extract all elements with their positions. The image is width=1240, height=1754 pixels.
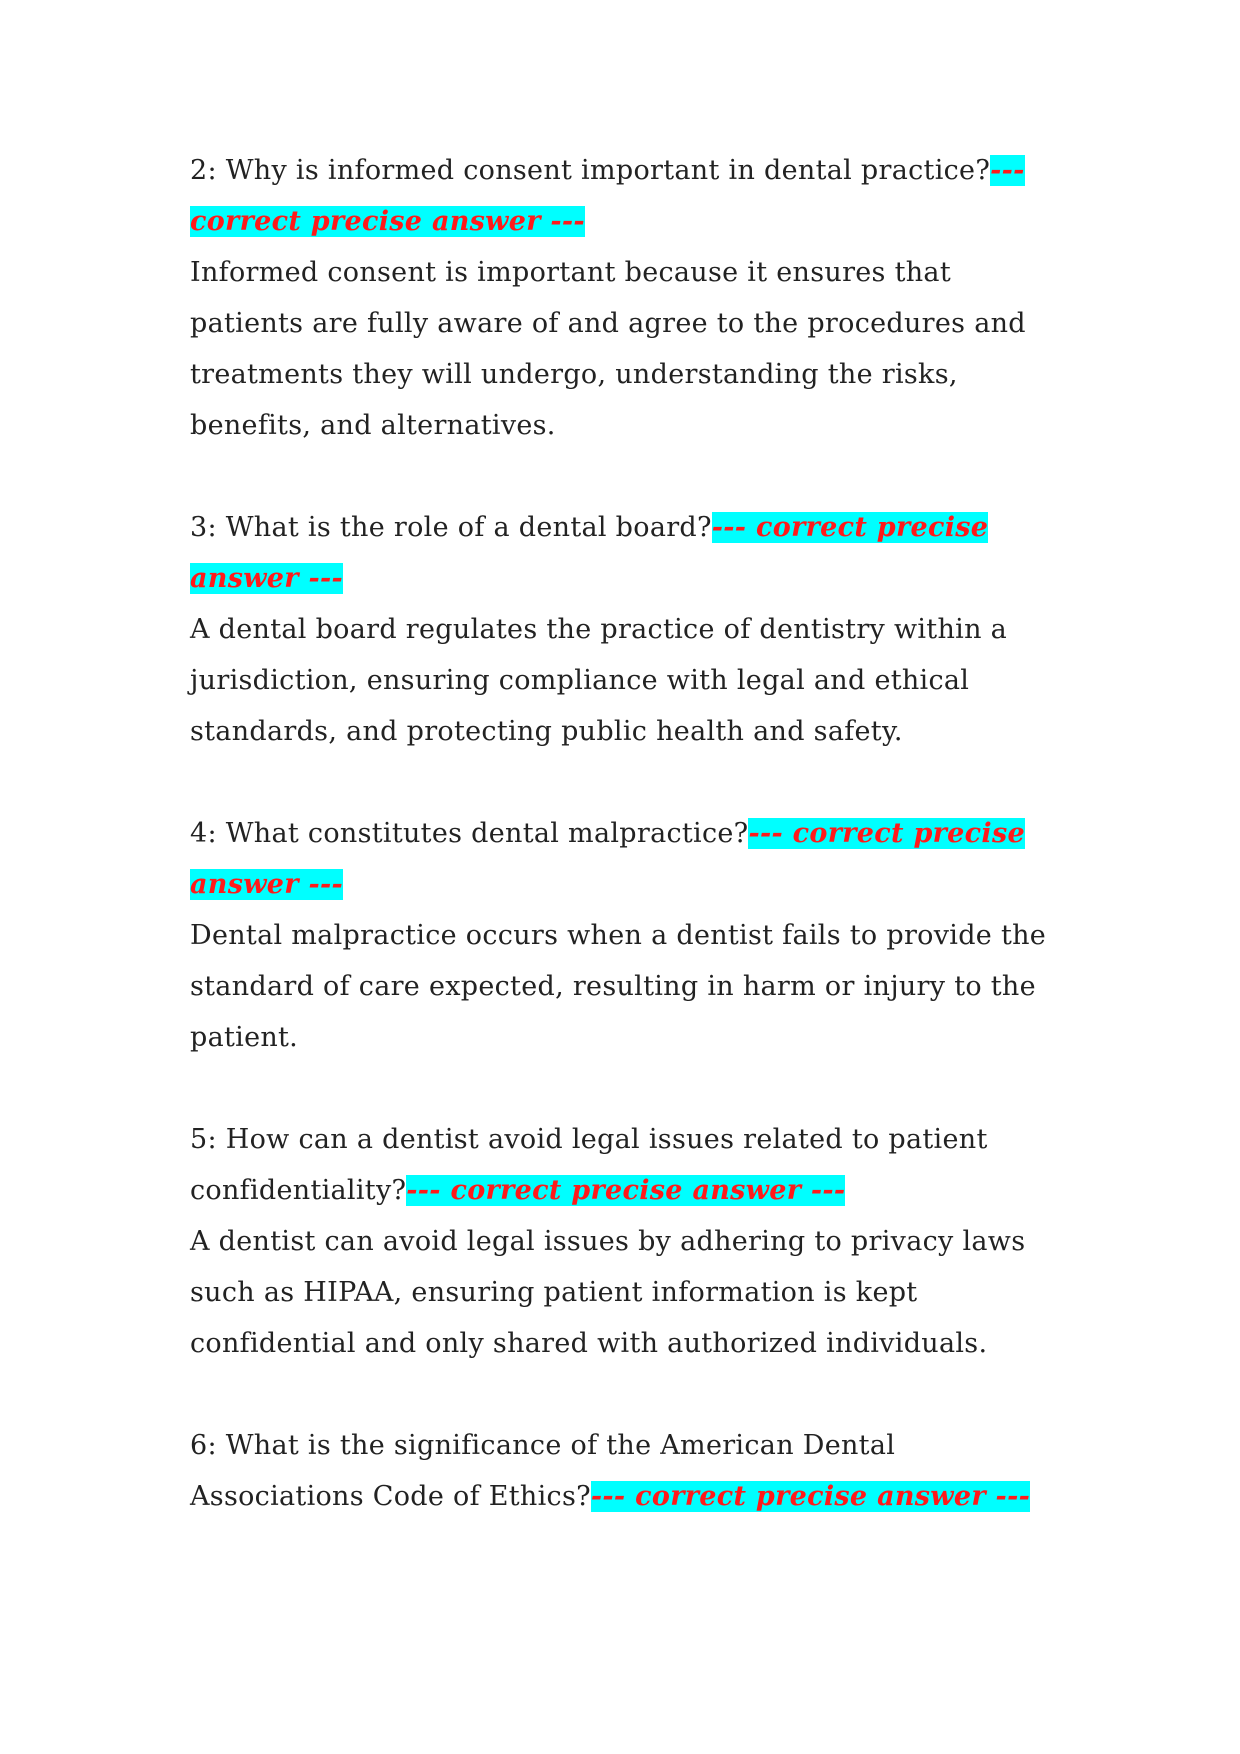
question-text: 4: What constitutes dental malpractice? <box>190 818 749 849</box>
qa-item-5 <box>190 1114 1070 1369</box>
question-text: 5: How can a dentist avoid legal issues related to patient confidentiality? <box>190 1124 988 1206</box>
answer-marker: --- correct precise answer --- <box>190 512 989 594</box>
qa-item-2 <box>190 145 1070 451</box>
question-6 <box>190 1420 1070 1522</box>
question-text: 6: What is the significance of the American Dental Associations Code of Ethics? <box>190 1430 896 1512</box>
answer-marker: --- correct precise answer --- <box>590 1481 1031 1512</box>
question-text: 3: What is the role of a dental board? <box>190 512 712 543</box>
question-2 <box>190 145 1070 247</box>
answer-4: Dental malpractice occurs when a dentist fails to provide the standard of care expected, resulting in harm or injury to the patient. <box>190 920 1047 1053</box>
answer-marker: --- correct precise answer --- <box>190 818 1025 900</box>
question-5 <box>190 1114 1070 1216</box>
qa-list <box>190 145 1070 1573</box>
answer-marker: --- correct precise answer --- <box>406 1175 846 1206</box>
qa-item-4 <box>190 808 1070 1063</box>
question-text: 2: Why is informed consent important in dental practice? <box>190 155 991 186</box>
qa-item-6 <box>190 1420 1070 1522</box>
question-4 <box>190 808 1070 910</box>
answer-marker: --- correct precise answer --- <box>190 155 1025 237</box>
answer-3: A dental board regulates the practice of dentistry within a jurisdiction, ensuring compliance with legal and ethical standards, and protecting public health and safety. <box>190 614 1008 747</box>
qa-item-3 <box>190 502 1070 757</box>
answer-5: A dentist can avoid legal issues by adhering to privacy laws such as HIPAA, ensuring patient information is kept confidential and only shared with authorized individuals. <box>190 1226 1026 1359</box>
answer-2: Informed consent is important because it ensures that patients are fully aware of and agree to the procedures and treatments they will undergo, understanding the risks, benefits, and alternatives. <box>190 257 1026 441</box>
question-3 <box>190 502 1070 604</box>
